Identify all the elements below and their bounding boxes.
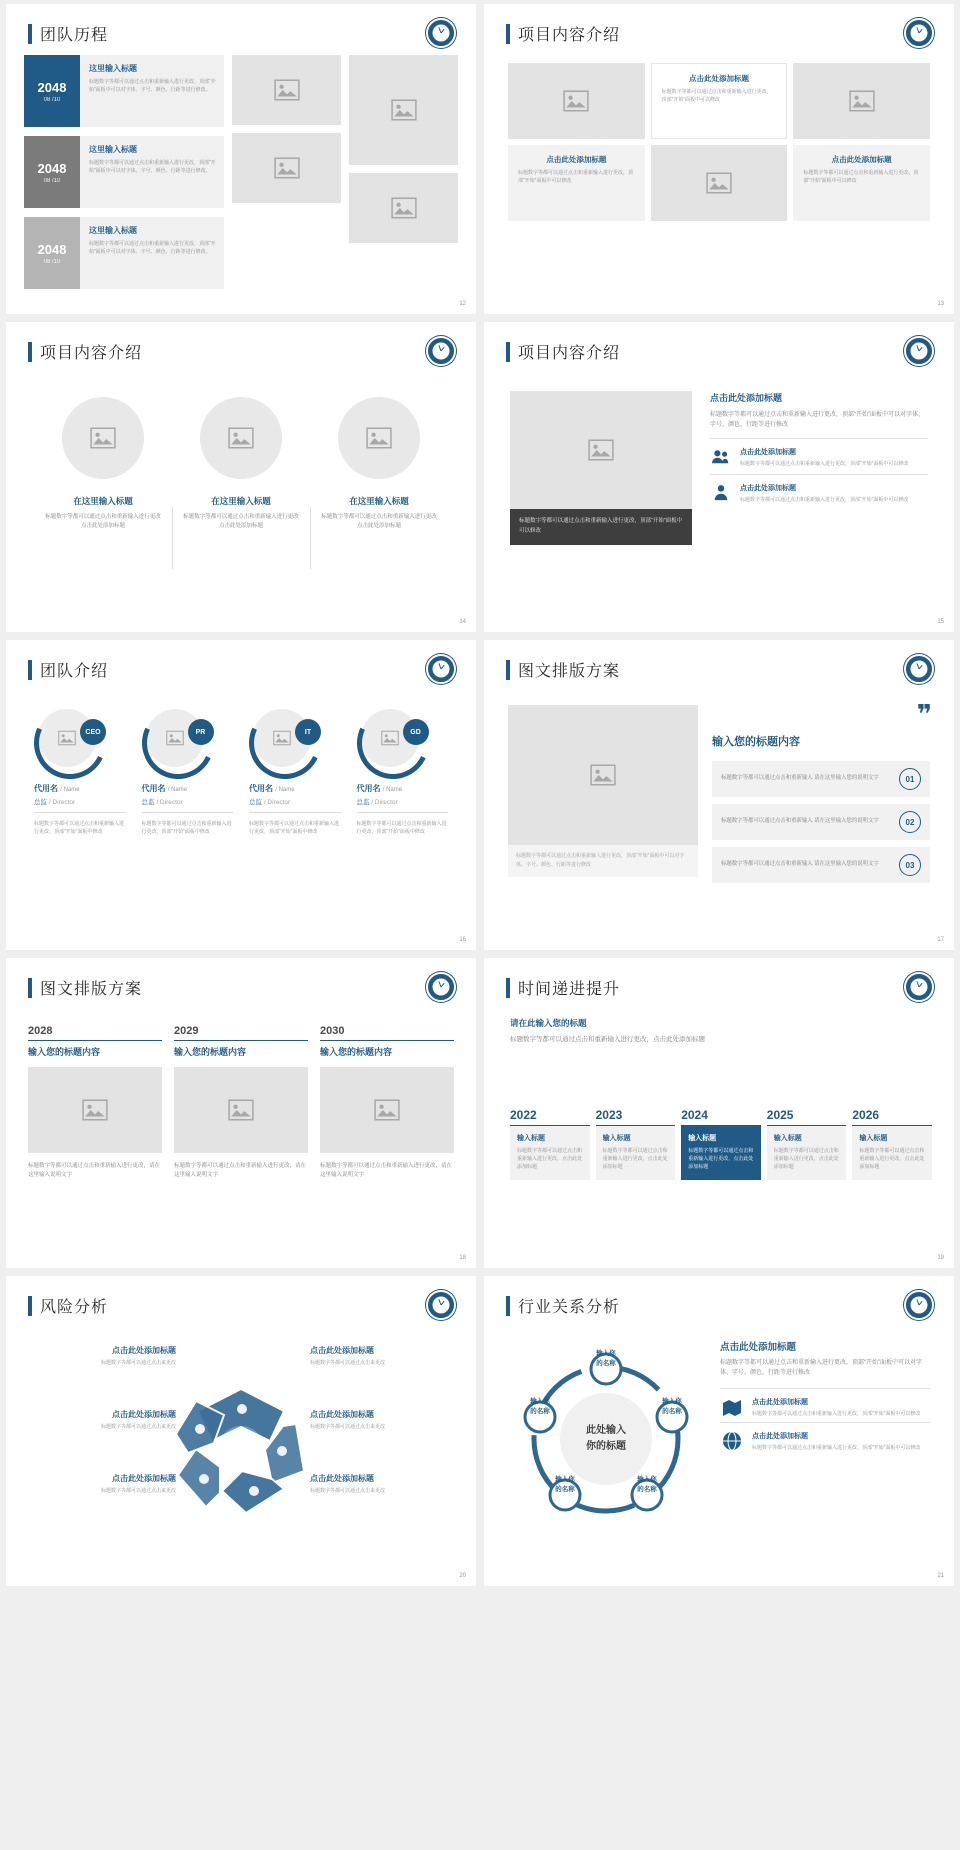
timeline-body — [484, 999, 954, 1180]
step-heading: 输入标题 — [688, 1135, 717, 1143]
text-card[interactable] — [651, 63, 788, 139]
risk-item[interactable] — [310, 1473, 460, 1495]
card-heading: 点击此处添加标题 — [546, 155, 607, 164]
history-year-block — [24, 55, 80, 127]
member-text: 标题数字等都可以通过点击和重新输入进行更改，顶部“开始”面板中修改 — [34, 821, 125, 835]
diagram-node-label[interactable]: 输入你 的名称 — [530, 1398, 550, 1415]
history-text: 标题数字等都可以通过点击和重新输入进行更改，顶部“开始”面板中可以对字体、字号、颜色、行距等进行修改。 — [89, 79, 216, 93]
history-date: 08 /10 — [43, 177, 61, 184]
content-body — [484, 1317, 954, 1539]
risk-item[interactable] — [26, 1473, 176, 1495]
member-role-en: / Director — [48, 799, 76, 806]
team-member[interactable] — [243, 707, 347, 836]
column-text: 标题数字等都可以通过点击和重新输入进行更改点击此处添加标题 — [45, 514, 161, 530]
step-year: 2023 — [595, 1108, 623, 1123]
image-placeholder[interactable] — [793, 63, 930, 139]
users-icon — [710, 447, 732, 465]
history-text: 标题数字等都可以通过点击和重新输入进行更改，顶部“开始”面板中可以对字体、字号、颜色、行距等进行修改。 — [89, 160, 216, 174]
step-text: 标题数字等都可以通过点击和重新输入进行更改，点击此处添加标题 — [773, 1148, 839, 1171]
step-year: 2025 — [766, 1108, 794, 1123]
member-name — [34, 783, 126, 794]
image-placeholder[interactable] — [28, 1067, 162, 1153]
three-column-layout — [6, 999, 476, 1181]
member-role-cn: 总监 — [141, 799, 155, 806]
history-row[interactable] — [24, 136, 224, 208]
role-badge: CEO — [80, 719, 106, 745]
risk-heading: 点击此处添加标题 — [310, 1474, 374, 1483]
list-item-heading: 点击此处添加标题 — [740, 449, 796, 457]
clock-logo-icon — [426, 18, 456, 48]
clock-logo-icon — [426, 1290, 456, 1320]
member-name-cn: 代用名 — [356, 784, 381, 793]
title-accent-bar — [28, 24, 32, 44]
history-date: 08 /10 — [43, 258, 61, 265]
column-heading: 输入您的标题内容 — [174, 1040, 308, 1058]
member-name-cn: 代用名 — [34, 784, 58, 793]
risk-text: 标题数字等都可以通过点击来更改 — [310, 1360, 386, 1366]
text-card[interactable] — [508, 145, 645, 221]
timeline-step[interactable] — [510, 1108, 590, 1180]
page-title: 图文排版方案 — [40, 981, 143, 998]
role-badge: IT — [295, 719, 321, 745]
member-text: 标题数字等都可以通过点击和重新输入进行更改，顶部“开始”面板中修改 — [356, 821, 447, 835]
diagram-node-label[interactable]: 输入你 的名称 — [637, 1476, 657, 1493]
card-text: 标题数字等都可以通过点击和重新输入进行更改，顶部“开始”面板中可以修改 — [518, 170, 634, 184]
risk-heading: 点击此处添加标题 — [310, 1346, 374, 1355]
member-name — [142, 783, 234, 794]
risk-heading: 点击此处添加标题 — [112, 1474, 176, 1483]
timeline-step[interactable] — [596, 1108, 676, 1180]
page-number: 19 — [937, 1255, 944, 1261]
role-badge: PR — [188, 719, 214, 745]
page-title: 团队历程 — [40, 27, 109, 44]
page-title: 时间递进提升 — [518, 981, 621, 998]
list-item-text: 标题数字等都可以通过点击和重新输入进行更改，顶部“开始”面板中可以修改 — [752, 1445, 921, 1452]
section-heading: 点击此处添加标题 — [710, 393, 783, 403]
risk-item[interactable] — [310, 1345, 460, 1367]
map-icon — [720, 1397, 744, 1417]
column-heading: 在这里输入标题 — [73, 496, 133, 506]
page-number: 13 — [937, 301, 944, 307]
step-heading: 输入标题 — [517, 1135, 545, 1143]
image-placeholder[interactable] — [651, 145, 788, 221]
member-role-cn: 总监 — [356, 799, 370, 806]
risk-item[interactable] — [310, 1409, 460, 1431]
page-title: 图文排版方案 — [518, 663, 621, 680]
team-member[interactable] — [28, 707, 132, 836]
section-heading: 输入您的标题内容 — [712, 736, 800, 749]
page-number: 12 — [459, 301, 466, 307]
history-images — [232, 55, 458, 289]
image-placeholder[interactable] — [508, 63, 645, 139]
slide-risk-analysis — [6, 1276, 476, 1586]
risk-diagram — [6, 1317, 476, 1549]
title-accent-bar — [506, 1296, 510, 1316]
content-body — [484, 681, 954, 890]
history-heading: 这里输入标题 — [89, 145, 137, 154]
title-accent-bar — [28, 978, 32, 998]
history-year: 2048 — [37, 79, 67, 95]
image-placeholder[interactable] — [174, 1067, 308, 1153]
page-title: 风险分析 — [40, 1299, 109, 1316]
item-text: 标题数字等都可以通过点击和重新输入 请在这里输入您的说明文字 — [721, 861, 879, 868]
image-placeholder[interactable] — [349, 55, 458, 165]
title-accent-bar — [506, 342, 510, 362]
item-number: 03 — [899, 854, 921, 876]
team-members — [6, 681, 476, 836]
image-placeholder[interactable] — [338, 397, 420, 479]
year-label: 2028 — [28, 1025, 53, 1037]
image-placeholder[interactable] — [349, 173, 458, 243]
page-number: 17 — [937, 937, 944, 943]
timeline-step[interactable] — [852, 1108, 932, 1180]
year-label: 2029 — [174, 1025, 199, 1037]
image-placeholder[interactable] — [510, 391, 692, 509]
intro-text: 标题数字等都可以通过点击和重新输入进行更改，点击此处添加标题 — [510, 1036, 705, 1043]
risk-heading: 点击此处添加标题 — [310, 1410, 374, 1419]
member-name — [249, 783, 341, 794]
member-name-en: / Name — [275, 787, 295, 793]
timeline-step[interactable] — [767, 1108, 847, 1180]
clock-logo-icon — [426, 972, 456, 1002]
risk-heading: 点击此处添加标题 — [112, 1346, 176, 1355]
clock-logo-icon — [904, 336, 934, 366]
team-member[interactable] — [136, 707, 240, 836]
risk-text: 标题数字等都可以通过点击来更改 — [310, 1424, 386, 1430]
history-date: 08 /10 — [43, 96, 61, 103]
page-number: 18 — [459, 1255, 466, 1261]
slide-header — [6, 4, 476, 45]
pinwheel-diagram — [166, 1379, 316, 1519]
slide-industry-relations — [484, 1276, 954, 1586]
step-heading: 输入标题 — [773, 1135, 802, 1143]
numbered-item[interactable] — [712, 847, 930, 883]
member-role — [34, 797, 126, 813]
page-title: 团队介绍 — [40, 663, 109, 680]
slide-team-history — [6, 4, 476, 314]
column-text: 标题数字等都可以通过点击和重新输入进行更改，请在这里输入说明文字 — [320, 1163, 453, 1179]
slide-project-intro-c — [484, 322, 954, 632]
image-placeholder[interactable] — [200, 397, 282, 479]
image-placeholder[interactable] — [320, 1067, 454, 1153]
step-text: 标题数字等都可以通过点击和重新输入进行更改，点击此处添加标题 — [688, 1148, 754, 1171]
diagram-node-label[interactable]: 输入你 的名称 — [555, 1476, 575, 1493]
diagram-node-label[interactable]: 输入你 的名称 — [596, 1350, 616, 1367]
title-accent-bar — [506, 660, 510, 680]
list-item-text: 标题数字等都可以通过点击和重新输入进行更改，顶部“开始”面板中可以修改 — [740, 497, 909, 504]
clock-logo-icon — [904, 18, 934, 48]
slide-project-intro-a — [484, 4, 954, 314]
column-text: 标题数字等都可以通过点击和重新输入进行更改，请在这里输入说明文字 — [174, 1163, 307, 1179]
history-year-block — [24, 217, 80, 289]
team-member[interactable] — [351, 707, 455, 836]
step-year: 2026 — [852, 1108, 880, 1123]
card-grid — [484, 45, 954, 221]
page-title: 行业关系分析 — [518, 1299, 621, 1316]
slide-project-intro-b — [6, 322, 476, 632]
section-heading: 点击此处添加标题 — [720, 1342, 797, 1353]
page-title: 项目内容介绍 — [518, 27, 621, 44]
member-role — [357, 797, 449, 813]
page-number: 16 — [459, 937, 466, 943]
history-year-block — [24, 136, 80, 208]
clock-logo-icon — [904, 654, 934, 684]
text-card[interactable] — [793, 145, 930, 221]
member-text: 标题数字等都可以通过点击和重新输入进行更改，顶部“开始”面板中修改 — [249, 821, 340, 835]
history-year: 2048 — [37, 241, 67, 257]
history-body — [6, 45, 476, 289]
slide-team-intro — [6, 640, 476, 950]
clock-logo-icon — [904, 1290, 934, 1320]
risk-text: 标题数字等都可以通过点击来更改 — [310, 1488, 386, 1494]
image-placeholder[interactable] — [232, 133, 341, 203]
quote-icon: ❞ — [916, 699, 930, 729]
year-column[interactable] — [320, 1025, 454, 1181]
list-item-text: 标题数字等都可以通过点击和重新输入进行更改，顶部“开始”面板中可以修改 — [752, 1411, 921, 1418]
member-role-en: / Director — [371, 799, 398, 806]
history-heading: 这里输入标题 — [89, 64, 137, 73]
item-number: 01 — [899, 768, 921, 790]
history-text: 标题数字等都可以通过点击和重新输入进行更改，顶部“开始”面板中可以对字体、字号、颜色、行距等进行修改。 — [89, 241, 216, 255]
history-text-block — [80, 55, 224, 127]
risk-item[interactable] — [26, 1409, 176, 1431]
list-item-heading: 点击此处添加标题 — [740, 485, 796, 493]
section-text: 标题数字等都可以通过点击和重新输入进行更改，顶部“开始”面板中可以对字体、字号、颜色、行距等进行修改 — [710, 412, 924, 429]
step-year: 2024 — [681, 1108, 708, 1123]
year-column[interactable] — [28, 1025, 162, 1181]
column-heading: 输入您的标题内容 — [28, 1040, 162, 1058]
history-text-block — [80, 136, 224, 208]
page-number: 20 — [459, 1573, 466, 1579]
member-name-cn: 代用名 — [141, 784, 166, 793]
column-text: 标题数字等都可以通过点击和重新输入进行更改，请在这里输入说明文字 — [28, 1163, 161, 1179]
list-item[interactable] — [710, 474, 928, 510]
image-caption: 标题数字等都可以通过点击和重新输入进行更改，顶部“开始”面板中可以修改 — [510, 509, 692, 545]
member-name-en: / Name — [60, 787, 80, 793]
title-accent-bar — [506, 24, 510, 44]
timeline-steps — [510, 1056, 932, 1180]
year-label: 2030 — [320, 1025, 345, 1037]
history-row[interactable] — [24, 217, 224, 289]
list-item-heading: 点击此处添加标题 — [752, 1433, 808, 1441]
card-text: 标题数字等都可以通过点击和重新输入进行更改，顶部“开始”面板中可以修改 — [803, 170, 919, 184]
page-number: 21 — [937, 1573, 944, 1579]
intro-heading: 请在此输入您的标题 — [510, 1018, 587, 1028]
history-row[interactable] — [24, 55, 224, 127]
person-icon — [710, 483, 732, 501]
avatar-arc — [24, 697, 116, 789]
member-role-en: / Director — [263, 799, 291, 806]
step-text: 标题数字等都可以通过点击和重新输入进行更改，点击此处添加标题 — [602, 1148, 668, 1171]
member-role-cn: 总监 — [249, 799, 262, 806]
clock-logo-icon — [426, 654, 456, 684]
risk-text: 标题数字等都可以通过点击来更改 — [100, 1424, 176, 1430]
title-accent-bar — [28, 660, 32, 680]
list-item[interactable] — [720, 1388, 930, 1422]
history-heading: 这里输入标题 — [89, 226, 137, 235]
relations-diagram — [506, 1339, 706, 1539]
list-item[interactable] — [720, 1422, 930, 1456]
member-role-cn: 总监 — [34, 799, 47, 806]
card-heading: 点击此处添加标题 — [688, 74, 749, 83]
avatar-arc — [346, 697, 438, 789]
diagram-node-label[interactable]: 输入你 的名称 — [662, 1398, 682, 1415]
feature-column[interactable] — [34, 397, 172, 532]
member-role — [249, 797, 341, 813]
member-name — [357, 783, 449, 794]
clock-logo-icon — [426, 336, 456, 366]
step-year: 2022 — [510, 1108, 537, 1123]
risk-heading: 点击此处添加标题 — [112, 1410, 176, 1419]
step-heading: 输入标题 — [602, 1135, 631, 1143]
list-item[interactable] — [710, 438, 928, 474]
member-name-en: / Name — [382, 787, 403, 793]
risk-text: 标题数字等都可以通过点击来更改 — [100, 1360, 176, 1366]
page-title: 项目内容介绍 — [518, 345, 621, 362]
item-text: 标题数字等都可以通过点击和重新输入 请在这里输入您的说明文字 — [721, 775, 879, 782]
numbered-item[interactable] — [712, 804, 930, 840]
slide-layout-scheme-b — [6, 958, 476, 1268]
image-placeholder[interactable] — [508, 705, 698, 845]
section-text: 标题数字等都可以通过点击和重新输入进行更改，顶部“开始”面板中可以对字体、字号、颜色、行距等进行修改 — [720, 1360, 922, 1377]
item-number: 02 — [899, 811, 921, 833]
risk-text: 标题数字等都可以通过点击来更改 — [100, 1488, 176, 1494]
title-accent-bar — [28, 342, 32, 362]
avatar-arc — [131, 697, 223, 789]
page-number: 15 — [937, 619, 944, 625]
column-heading: 在这里输入标题 — [349, 496, 409, 506]
feature-column[interactable] — [172, 397, 310, 532]
image-caption: 标题数字等都可以通过点击和重新输入进行更改，顶部“开始”面板中可以对字体、字号、颜色、行距等进行修改 — [508, 845, 698, 877]
three-column-layout — [6, 363, 476, 532]
history-year: 2048 — [37, 160, 67, 176]
year-column[interactable] — [174, 1025, 308, 1181]
column-text: 标题数字等都可以通过点击和重新输入进行更改点击此处添加标题 — [321, 514, 437, 530]
member-text: 标题数字等都可以通过点击和重新输入进行更改，顶部“开始”面板中修改 — [141, 821, 232, 835]
diagram-center-label: 此处输入 你的标题 — [586, 1425, 626, 1452]
globe-icon — [720, 1431, 744, 1451]
image-placeholder[interactable] — [232, 55, 341, 125]
slide-timeline-progress — [484, 958, 954, 1268]
feature-column[interactable] — [310, 397, 448, 532]
title-accent-bar — [28, 1296, 32, 1316]
list-item-heading: 点击此处添加标题 — [752, 1399, 808, 1407]
list-item-text: 标题数字等都可以通过点击和重新输入进行更改，顶部“开始”面板中可以修改 — [740, 461, 909, 468]
page-title: 项目内容介绍 — [40, 345, 143, 362]
slide-layout-scheme-a — [484, 640, 954, 950]
column-text: 标题数字等都可以通过点击和重新输入进行更改点击此处添加标题 — [183, 514, 299, 530]
history-rows — [24, 55, 224, 289]
page-number: 14 — [459, 619, 466, 625]
timeline-step-active[interactable] — [681, 1108, 761, 1180]
history-text-block — [80, 217, 224, 289]
role-badge: GD — [403, 719, 429, 745]
column-heading: 输入您的标题内容 — [320, 1040, 454, 1058]
clock-logo-icon — [904, 972, 934, 1002]
member-role — [142, 797, 234, 813]
step-text: 标题数字等都可以通过点击和重新输入进行更改，点击此处添加标题 — [517, 1148, 583, 1171]
card-heading: 点击此处添加标题 — [831, 155, 892, 164]
card-text: 标题数字等都可以通过点击和重新输入进行更改，顶部“开始”面板中可以修改 — [661, 89, 772, 103]
image-placeholder[interactable] — [62, 397, 144, 479]
title-accent-bar — [506, 978, 510, 998]
item-text: 标题数字等都可以通过点击和重新输入 请在这里输入您的说明文字 — [721, 818, 879, 825]
member-name-en: / Name — [167, 787, 188, 793]
column-heading: 在这里输入标题 — [211, 496, 271, 506]
member-role-en: / Director — [156, 799, 183, 806]
content-body — [484, 363, 954, 545]
avatar-arc — [239, 697, 331, 789]
numbered-item[interactable] — [712, 761, 930, 797]
step-text: 标题数字等都可以通过点击和重新输入进行更改，点击此处添加标题 — [859, 1148, 925, 1171]
step-heading: 输入标题 — [859, 1135, 888, 1143]
member-name-cn: 代用名 — [249, 784, 273, 793]
risk-item[interactable] — [26, 1345, 176, 1367]
